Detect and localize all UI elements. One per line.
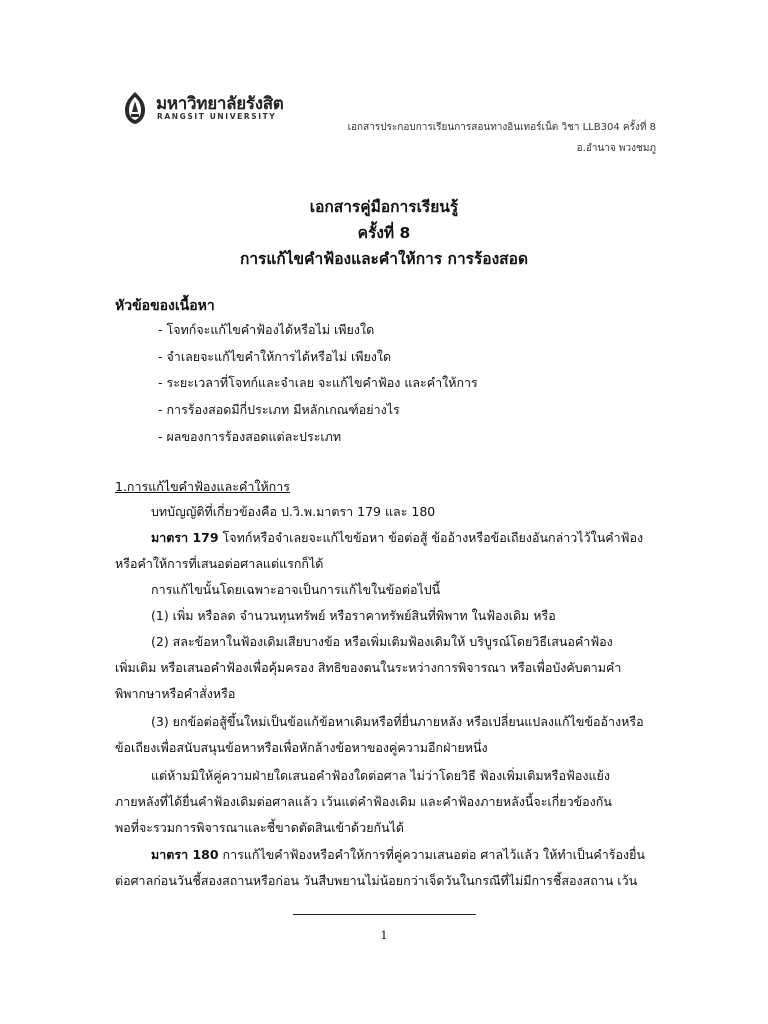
- article-179-label: มาตรา 179: [151, 530, 219, 545]
- topic-item: - โจทก์จะแก้ไขคำฟ้องได้หรือไม่ เพียงใด: [158, 322, 375, 337]
- session-topic: การแก้ไขคำฟ้องและคำให้การ การร้องสอด: [239, 250, 529, 268]
- document-info-header: เอกสารประกอบการเรียนการสอนทางอินเทอร์เน็ต วิชา LLB304 ครั้งที่ 8: [347, 122, 656, 133]
- amendment-item-2-cont: เพิ่มเติม หรือเสนอคำฟ้องเพื่อคุ้มครอง สิทธิของตนในระหว่างการพิจารณา หรือเพื่อบังคับตามคำ: [115, 660, 622, 675]
- article-179-text: โจทก์หรือจำเลยจะแก้ไขข้อหา ข้อต่อสู้ ข้ออ้างหรือข้อเถียงอันกล่าวไว้ในคำฟ้อง: [218, 530, 644, 545]
- instructor-name: อ.อำนาจ พวงชมภู: [576, 143, 656, 154]
- session-number: ครั้งที่ 8: [357, 224, 411, 242]
- amendment-item-1: (1) เพิ่ม หรือลด จำนวนทุนทรัพย์ หรือราคาทรัพย์สินที่พิพาท ในฟ้องเดิม หรือ: [151, 608, 556, 623]
- amendment-item-2-cont: พิพากษาหรือคำสั่งหรือ: [115, 686, 236, 701]
- topics-heading: หัวข้อของเนื้อหา: [115, 298, 215, 314]
- topic-item: - การร้องสอดมีกี่ประเภท มีหลักเกณฑ์อย่างไร: [158, 402, 400, 417]
- article-180-label: มาตรา 180: [151, 847, 219, 862]
- article-179-line: [115, 528, 657, 548]
- university-seal-icon: [120, 90, 150, 126]
- logo-name-english: RANGSIT UNIVERSITY: [157, 112, 277, 121]
- amendment-item-3: (3) ยกข้อต่อสู้ขึ้นใหม่เป็นข้อแก้ข้อหาเดิมหรือที่ยื่นภายหลัง หรือเปลี่ยนแปลงแก้ไขข้ออ้างหรือ: [151, 714, 644, 729]
- topic-item: - ระยะเวลาที่โจทก์และจำเลย จะแก้ไขคำฟ้อง และคำให้การ: [158, 375, 478, 390]
- topic-item: - จำเลยจะแก้ไขคำให้การได้หรือไม่ เพียงใด: [158, 349, 392, 364]
- footer-divider: [293, 914, 476, 915]
- article-180-text: การแก้ไขคำฟ้องหรือคำให้การที่คู่ความเสนอต่อ ศาลไว้แล้ว ให้ทำเป็นคำร้องยื่น: [218, 847, 645, 862]
- amendment-limit-text: การแก้ไขนั้นโดยเฉพาะอาจเป็นการแก้ไขในข้อต่อไปนี้: [151, 582, 441, 597]
- document-title: เอกสารคู่มือการเรียนรู้: [309, 198, 459, 216]
- amendment-item-2: (2) สละข้อหาในฟ้องเดิมเสียบางข้อ หรือเพิ่มเติมฟ้องเดิมให้ บริบูรณ์โดยวิธีเสนอคำฟ้อง: [151, 634, 613, 649]
- logo-name-thai: มหาวิทยาลัยรังสิต: [156, 94, 284, 114]
- amendment-item-3-cont: ข้อเถียงเพื่อสนับสนุนข้อหาหรือเพื่อหักล้างข้อหาของคู่ความอีกฝ่ายหนึ่ง: [115, 740, 488, 755]
- exception-paragraph-cont: พอที่จะรวมการพิจารณาและชี้ขาดตัดสินเข้าด้วยกันได้: [115, 820, 405, 835]
- article-179-line: หรือคำให้การที่เสนอต่อศาลแต่แรกก็ได้: [115, 556, 324, 571]
- exception-paragraph-cont: ภายหลังที่ได้ยื่นคำฟ้องเดิมต่อศาลแล้ว เว้นแต่คำฟ้องเดิม และคำฟ้องภายหลังนี้จะเกี่ยวข้องกัน: [115, 794, 612, 809]
- article-180-line: ต่อศาลก่อนวันชี้สองสถานหรือก่อน วันสืบพยานไม่น้อยกว่าเจ็ดวันในกรณีที่ไม่มีการชี้สองสถาน เว้น: [115, 873, 638, 888]
- section-heading: 1.การแก้ไขคำฟ้องและคำให้การ: [115, 479, 290, 494]
- exception-paragraph: แต่ห้ามมิให้คู่ความฝ่ายใดเสนอคำฟ้องใดต่อศาล ไม่ว่าโดยวิธี ฟ้องเพิ่มเติมหรือฟ้องแย้ง: [151, 768, 610, 783]
- university-logo: [120, 88, 290, 132]
- article-180-line: [115, 845, 657, 865]
- page-number: 1: [380, 929, 388, 942]
- section-intro: บทบัญญัติที่เกี่ยวข้องคือ ป.วิ.พ.มาตรา 179 และ 180: [151, 504, 436, 519]
- topic-item: - ผลของการร้องสอดแต่ละประเภท: [158, 429, 342, 444]
